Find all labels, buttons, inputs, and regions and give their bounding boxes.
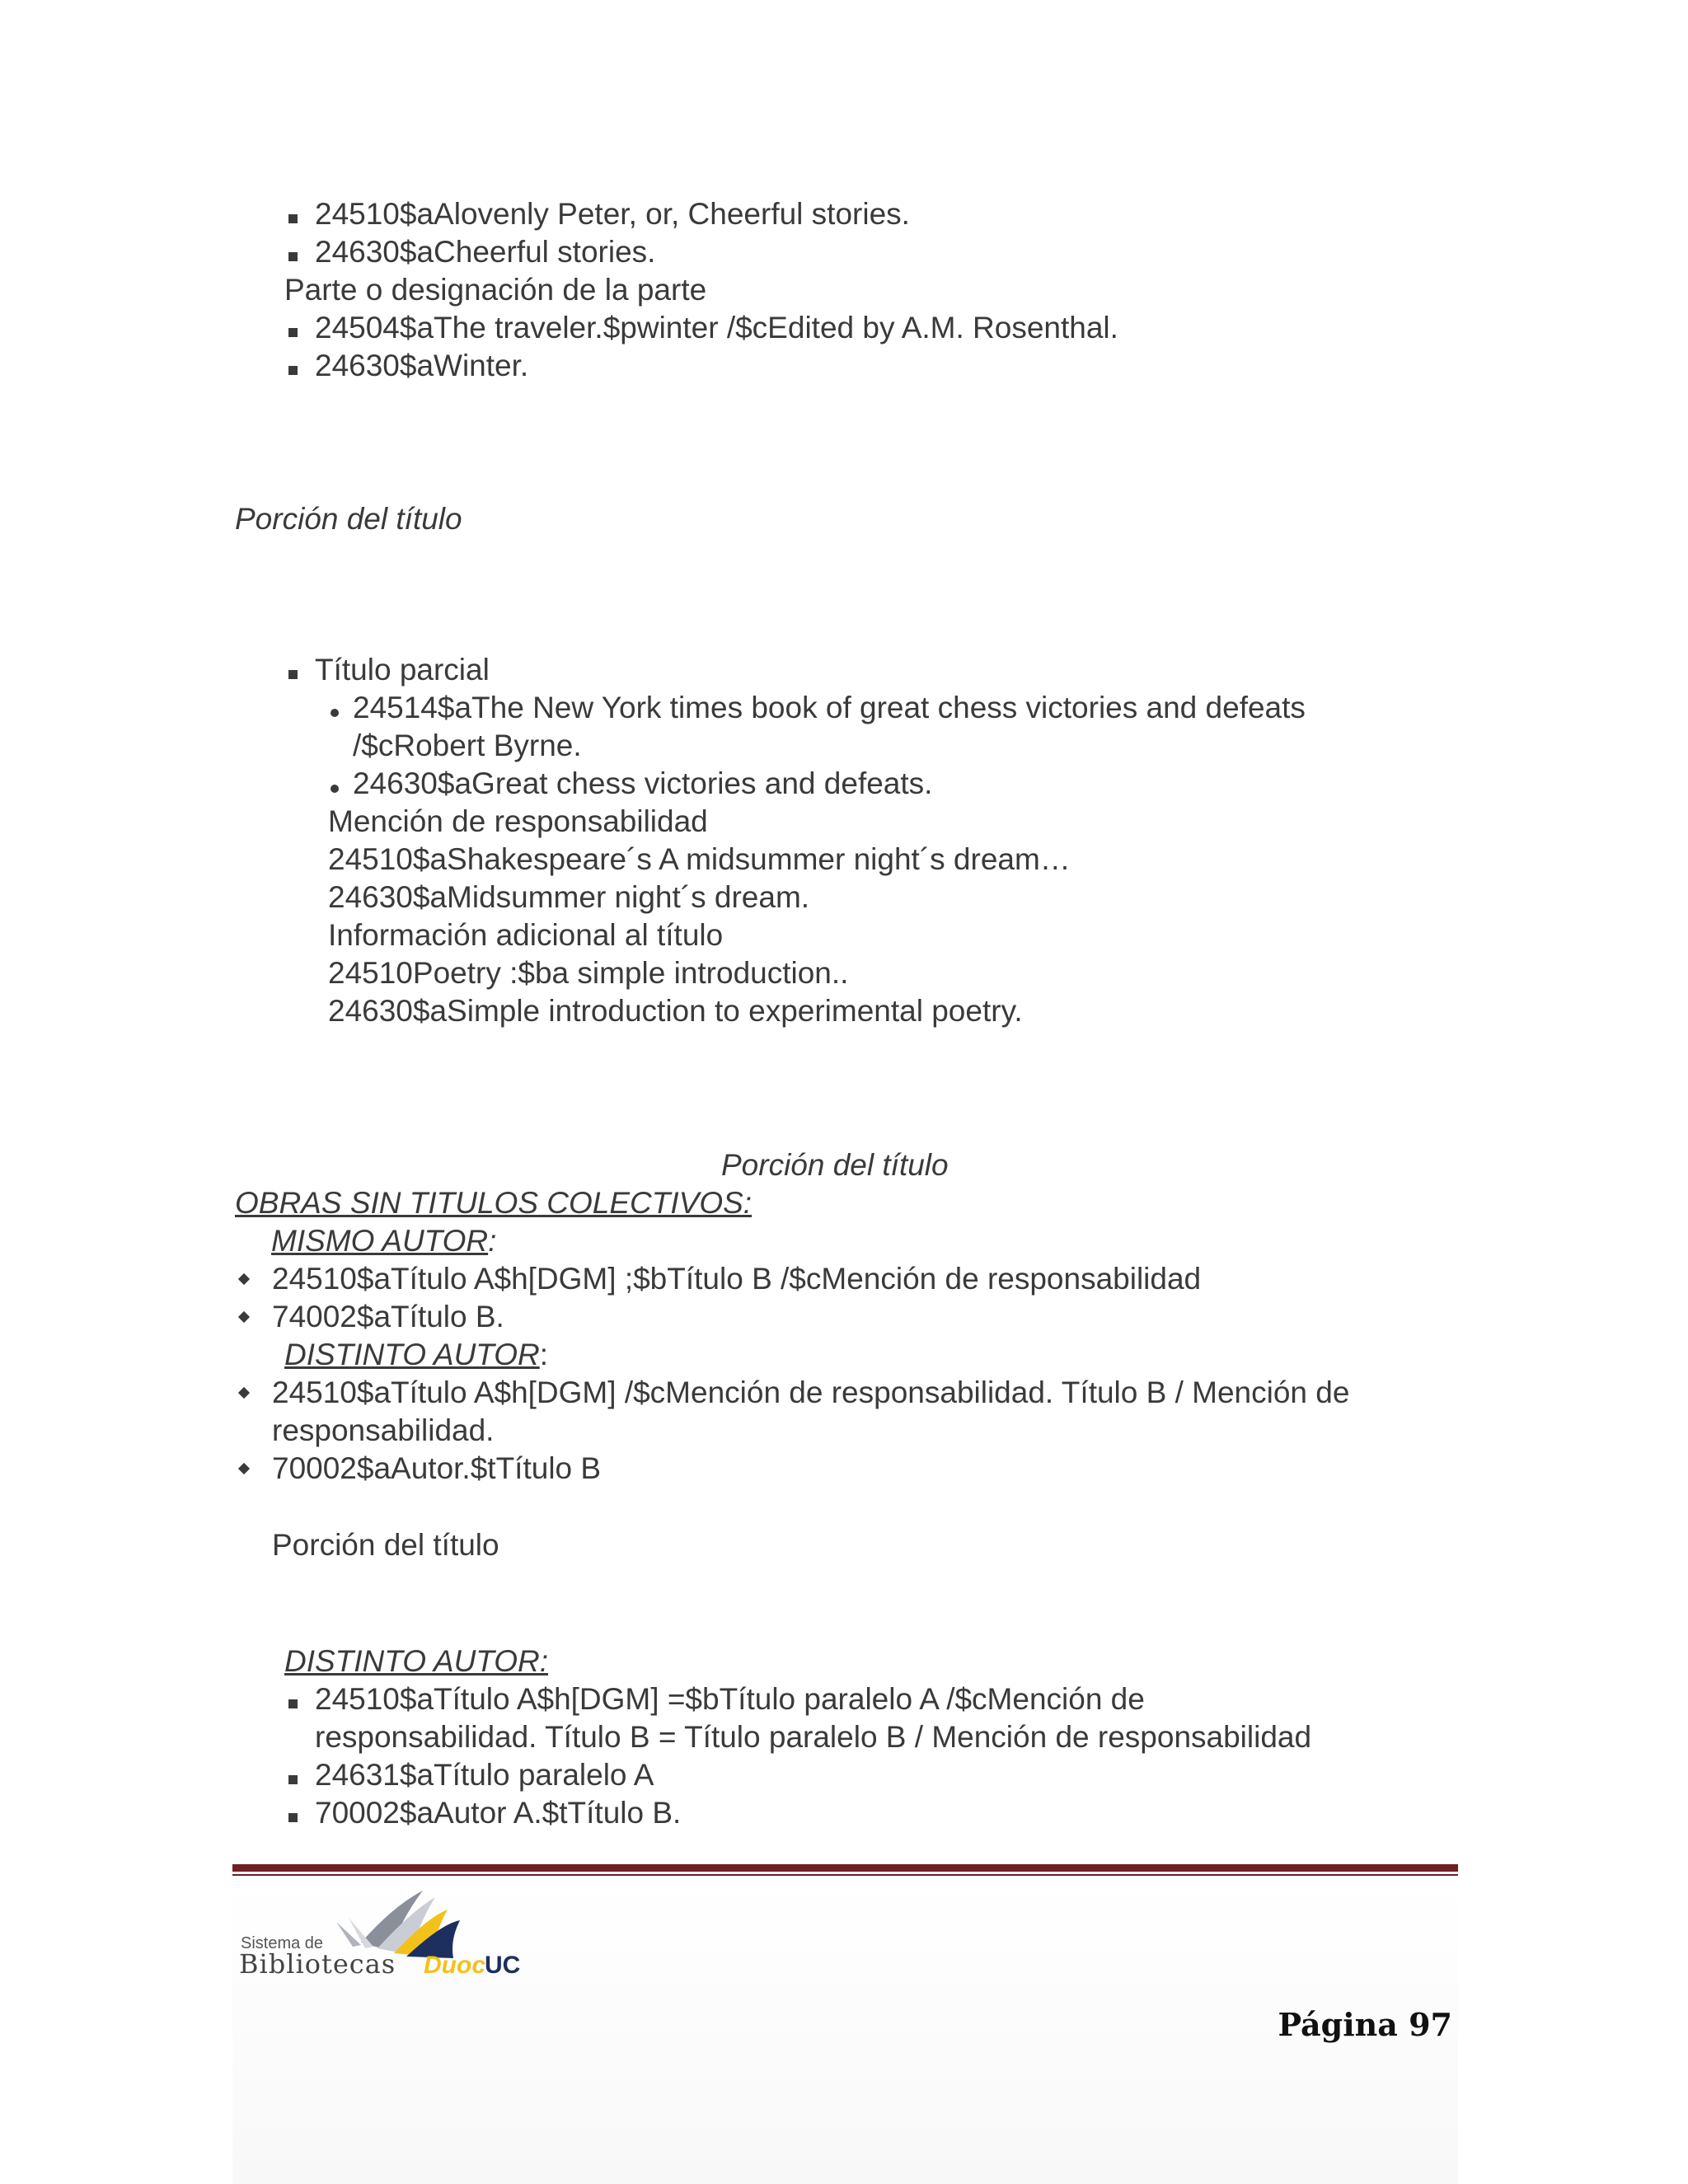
bibliotecas-duocuc-logo <box>237 1872 600 1980</box>
bullet-square-icon <box>288 252 298 261</box>
obras-heading: OBRAS SIN TITULOS COLECTIVOS: <box>235 1186 753 1220</box>
colon: : <box>539 1338 549 1371</box>
section-label: Información adicional al título <box>328 918 724 952</box>
section-label: Parte o designación de la parte <box>284 273 707 307</box>
bullet-diamond-icon <box>238 1387 250 1399</box>
logo-uc-text: UC <box>485 1952 521 1979</box>
marc-line: 24630$aWinter. <box>315 349 529 382</box>
marc-line: 24510Poetry :$ba simple introduction.. <box>328 956 849 990</box>
distinto-autor-heading <box>284 1336 548 1374</box>
section-label: Mención de responsabilidad <box>328 804 708 838</box>
bullet-diamond-icon <box>238 1311 250 1323</box>
marc-line: 24630$aSimple introduction to experimental poetry. <box>328 994 1023 1028</box>
logo-duoc-text: Duoc <box>424 1952 485 1979</box>
colon: : <box>488 1224 497 1258</box>
marc-line: 24631$aTítulo paralelo A <box>315 1758 654 1792</box>
bullet-diamond-icon <box>238 1463 250 1474</box>
marc-line: 24510$aTítulo A$h[DGM] ;$bTítulo B /$cMención de responsabilidad <box>272 1262 1202 1296</box>
bullet-square-icon <box>288 1699 298 1708</box>
marc-line: 70002$aAutor A.$tTítulo B. <box>315 1796 682 1830</box>
bullet-diamond-icon <box>238 1273 250 1285</box>
marc-line: /$cRobert Byrne. <box>353 729 582 762</box>
logo-bibliotecas-text: Bibliotecas <box>239 1948 396 1980</box>
bullet-dot-icon <box>331 785 339 793</box>
page-number: Página 97 <box>1278 2006 1452 2043</box>
marc-line: 24510$aShakespeare´s A midsummer night´s dream… <box>328 842 1071 876</box>
marc-line: 24630$aCheerful stories. <box>315 235 656 269</box>
marc-line: 24510$aAlovenly Peter, or, Cheerful stories. <box>315 197 910 231</box>
logo-small-text: Sistema de <box>241 1934 324 1952</box>
bullet-square-icon <box>288 214 298 223</box>
list-item: Título parcial <box>315 653 490 687</box>
marc-line: responsabilidad. Título B = Título paralelo B / Mención de responsabilidad <box>315 1720 1312 1754</box>
mismo-autor-heading <box>235 1222 496 1260</box>
marc-line: 24504$aThe traveler.$pwinter /$cEdited by A.M. Rosenthal. <box>315 311 1118 344</box>
distinto-autor-heading: DISTINTO AUTOR: <box>284 1644 549 1678</box>
bullet-square-icon <box>288 328 298 337</box>
marc-line: 24630$aGreat chess victories and defeats. <box>353 766 933 800</box>
bullet-square-icon <box>288 366 298 375</box>
marc-line: 24630$aMidsummer night´s dream. <box>328 880 810 914</box>
bullet-dot-icon <box>331 709 339 717</box>
marc-line: 24514$aThe New York times book of great chess victories and defeats <box>353 691 1306 724</box>
section-heading: Porción del título <box>235 502 462 536</box>
section-heading: Porción del título <box>721 1148 949 1182</box>
footer-rule <box>232 1864 1458 1872</box>
mismo-autor-label: MISMO AUTOR <box>271 1224 489 1258</box>
marc-line: 24510$aTítulo A$h[DGM] /$cMención de responsabilidad. Título B / Mención de <box>272 1376 1350 1409</box>
bullet-square-icon <box>288 1775 298 1784</box>
bullet-square-icon <box>288 1813 298 1822</box>
marc-line: 24510$aTítulo A$h[DGM] =$bTítulo paralelo A /$cMención de <box>315 1682 1145 1716</box>
distinto-autor-label: DISTINTO AUTOR <box>284 1338 540 1371</box>
marc-line: 70002$aAutor.$tTítulo B <box>272 1451 602 1485</box>
marc-line: responsabilidad. <box>272 1413 495 1447</box>
marc-line: 74002$aTítulo B. <box>272 1300 504 1333</box>
bullet-square-icon <box>288 670 298 679</box>
section-heading: Porción del título <box>272 1528 499 1562</box>
